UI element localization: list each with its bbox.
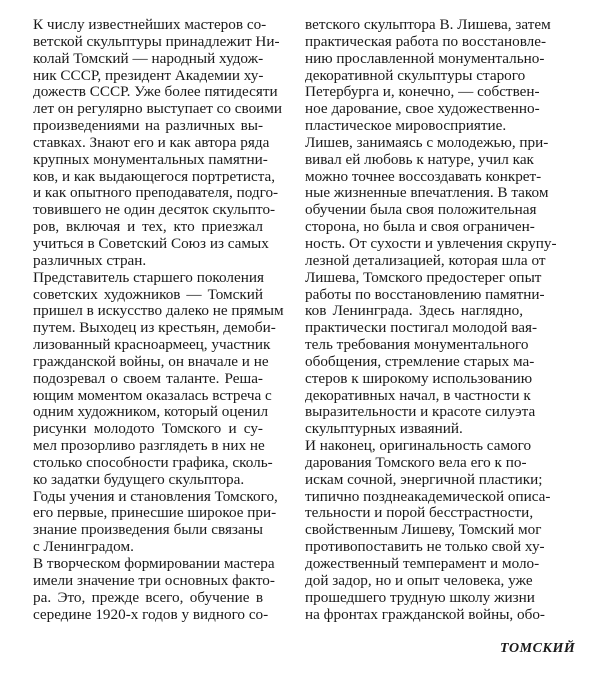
text-line: ность. От сухости и увлечения скрупу- bbox=[305, 234, 557, 252]
paragraph bbox=[33, 16, 283, 270]
text-line: ветской скульптуры принадлежит Ни- bbox=[33, 32, 280, 50]
text-line: практическая работа по восстановле- bbox=[305, 32, 547, 50]
text-line: стеров к широкому использованию bbox=[305, 369, 533, 387]
text-line: выразительности и красоте силуэта bbox=[305, 403, 536, 421]
text-line: декоративных начал, в частности к bbox=[305, 386, 531, 404]
text-line: середине 1920-х годов у видного со- bbox=[33, 605, 269, 623]
text-line: рисунки молодото Томского и су- bbox=[33, 420, 263, 438]
text-line: советских художников — Томский bbox=[33, 285, 263, 303]
text-line: Годы учения и становления Томского, bbox=[33, 487, 278, 505]
text-line: с Ленинградом. bbox=[33, 538, 134, 556]
text-line: подозревал о своем таланте. Реша- bbox=[33, 369, 263, 387]
text-line: ков Ленинграда. Здесь наглядно, bbox=[305, 302, 523, 320]
text-line: К числу известнейших мастеров со- bbox=[33, 16, 267, 33]
text-line: произведениями на различных вы- bbox=[33, 117, 263, 135]
text-line: ко задатки будущего скульптора. bbox=[33, 470, 245, 488]
text-line: работы по восстановлению памятни- bbox=[305, 285, 545, 303]
text-line: практически постигал молодой вая- bbox=[305, 319, 538, 337]
text-line: различных стран. bbox=[33, 251, 147, 269]
text-line: Лишева, Томского предостерег опыт bbox=[305, 268, 542, 286]
text-line: на фронтах гражданской войны, обо- bbox=[305, 605, 545, 623]
text-line: пришел в искусство далеко не прямым bbox=[33, 302, 284, 320]
text-line: его первые, принесшие широкое при- bbox=[33, 504, 277, 522]
text-line: Лишев, занимаясь с молодежью, при- bbox=[305, 133, 549, 151]
text-line: гражданской войны, он вначале и не bbox=[33, 352, 269, 370]
text-line: лет он регулярно выступает со своими bbox=[33, 100, 283, 118]
text-line: лизованный красноармеец, участник bbox=[33, 336, 271, 354]
text-line: В творческом формировании мастера bbox=[33, 555, 275, 572]
text-line: типично позднеакадемической описа- bbox=[305, 487, 551, 505]
text-line: дожеств СССР. Уже более пятидесяти bbox=[33, 83, 278, 101]
text-line: имели значение три основных факто- bbox=[33, 571, 275, 589]
text-line: пластическое мировосприятие. bbox=[305, 117, 507, 135]
text-line: лезной детализацией, которая шла от bbox=[305, 251, 546, 269]
text-line: ров, включая и тех, кто приезжал bbox=[33, 218, 263, 236]
text-line: свойственным Лишеву, Томский мог bbox=[305, 521, 542, 539]
text-line: крупных монументальных памятни- bbox=[33, 150, 268, 168]
text-line: знание произведения были связаны bbox=[33, 521, 263, 539]
text-line: дарования Томского вела его к по- bbox=[305, 453, 527, 471]
text-line: ветского скульптора В. Лишева, затем bbox=[305, 16, 551, 33]
text-line: ра. Это, прежде всего, обучение в bbox=[33, 588, 263, 606]
text-line: дой задор, но и опыт человека, уже bbox=[305, 571, 533, 589]
text-line: мел прозорливо разглядеть в них не bbox=[33, 437, 265, 455]
text-line: скульптурных изваяний. bbox=[305, 420, 463, 438]
text-line: искам сочной, энергичной пластики; bbox=[305, 470, 543, 488]
paragraph bbox=[305, 437, 551, 623]
text-line: ставках. Знают его и как автора ряда bbox=[33, 133, 270, 151]
text-column-right bbox=[305, 16, 557, 623]
text-line: одним художником, который оценил bbox=[33, 403, 269, 421]
text-line: тельности и порой бесстрастности, bbox=[305, 504, 534, 522]
text-line: столько способности графика, сколь- bbox=[33, 453, 273, 471]
text-line: ные жизненные впечатления. В таком bbox=[305, 184, 549, 202]
text-line: декоративной скульптуры старого bbox=[305, 66, 526, 84]
text-line: прошедшего трудную школу жизни bbox=[305, 588, 535, 606]
text-line: колай Томский — народный худож- bbox=[33, 49, 264, 67]
paragraph bbox=[305, 16, 551, 135]
text-line: нию прославленной монументально- bbox=[305, 49, 545, 67]
text-line: вивал ей любовь к натуре, учил как bbox=[305, 150, 534, 168]
text-column-left bbox=[33, 16, 284, 623]
text-line: ющим моментом оказалась встреча с bbox=[33, 386, 272, 404]
text-line: И наконец, оригинальность самого bbox=[305, 437, 532, 455]
text-line: сторона, но была и своя ограничен- bbox=[305, 218, 535, 236]
paragraph bbox=[33, 487, 278, 556]
text-line: тель требования монументального bbox=[305, 336, 529, 354]
text-line: ное дарование, свое художественно- bbox=[305, 100, 540, 118]
text-line: товившего не один десяток скульпто- bbox=[33, 201, 276, 219]
text-line: Представитель старшего поколения bbox=[33, 268, 264, 286]
text-line: ник СССР, президент Академии ху- bbox=[33, 66, 264, 84]
text-line: дожественный темперамент и моло- bbox=[305, 555, 540, 572]
text-line: обучении была своя положительная bbox=[305, 201, 537, 219]
paragraph bbox=[33, 555, 275, 623]
text-line: можно точнее воссоздавать конкрет- bbox=[305, 167, 542, 185]
text-line: Петербурга и, конечно, — собствен- bbox=[305, 83, 540, 101]
paragraph bbox=[305, 133, 557, 438]
text-line: противопоставить не только свой ху- bbox=[305, 538, 545, 556]
text-line: обобщения, стремление старых ма- bbox=[305, 352, 535, 370]
text-line: ков, и как выдающегося портретиста, bbox=[33, 167, 276, 185]
text-line: путем. Выходец из крестьян, демоби- bbox=[33, 319, 276, 337]
running-title: ТОМСКИЙ bbox=[500, 641, 576, 656]
text-line: и как опытного преподавателя, подго- bbox=[33, 184, 279, 202]
text-line: учиться в Советский Союз из самых bbox=[33, 234, 269, 252]
paragraph bbox=[33, 268, 284, 489]
